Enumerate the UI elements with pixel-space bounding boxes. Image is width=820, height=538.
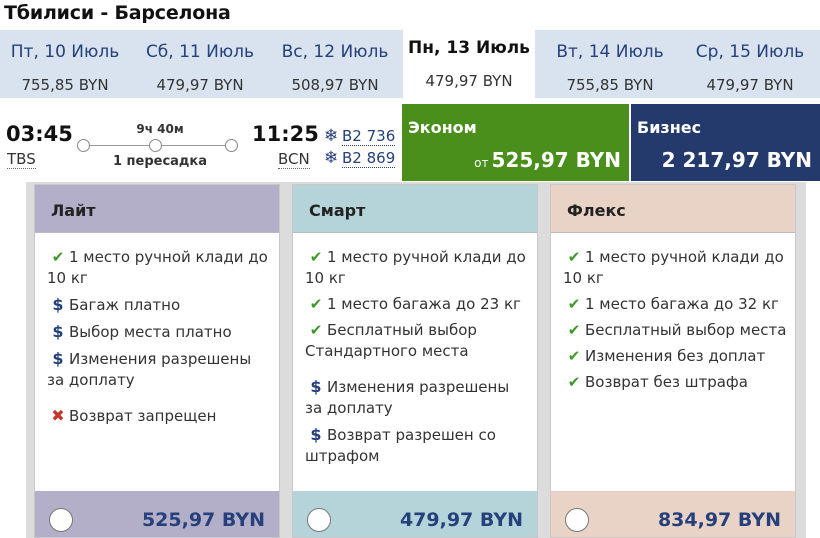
fare-card-header xyxy=(35,185,279,233)
date-price: 479,97 BYN xyxy=(156,76,244,94)
check-icon: ✔ xyxy=(567,347,581,365)
feature-text: 1 место багажа до 32 кг xyxy=(585,295,779,313)
date-tab-sat-11[interactable] xyxy=(135,30,265,98)
economy-price-value: 525,97 BYN xyxy=(491,148,621,172)
check-icon: ✔ xyxy=(51,248,65,266)
fare-name: Смарт xyxy=(309,201,366,220)
feature-text: Возврат без штрафа xyxy=(585,373,748,391)
date-price: 479,97 BYN xyxy=(425,72,513,90)
snowflake-icon: ❄ xyxy=(324,126,339,146)
feature-item xyxy=(563,247,787,289)
feature-text: 1 место ручной клади до 10 кг xyxy=(305,248,526,287)
feature-text: Изменения без доплат xyxy=(585,347,766,365)
flight-number-1[interactable] xyxy=(324,126,395,146)
snowflake-icon: ❄ xyxy=(324,148,339,168)
feature-text: 1 место багажа до 23 кг xyxy=(327,295,521,313)
dollar-icon: $ xyxy=(52,349,64,368)
arrival-time: 11:25 xyxy=(252,122,319,146)
date-tab-wed-15[interactable] xyxy=(680,30,820,98)
date-price: 508,97 BYN xyxy=(291,76,379,94)
fare-card-footer xyxy=(551,491,795,537)
feature-text: 1 место ручной клади до 10 кг xyxy=(47,248,268,287)
feature-item xyxy=(47,294,271,316)
fare-card-lite[interactable] xyxy=(34,184,280,538)
fare-price: 525,97 BYN xyxy=(141,509,265,531)
flight-number-text: B2 869 xyxy=(342,149,396,167)
business-price: 2 217,97 BYN xyxy=(661,148,812,172)
feature-item xyxy=(47,405,271,427)
check-icon: ✔ xyxy=(567,295,581,313)
class-name: Эконом xyxy=(408,118,477,137)
date-price: 755,85 BYN xyxy=(566,76,654,94)
fare-card-header xyxy=(293,185,537,233)
fare-name: Лайт xyxy=(51,201,96,220)
cross-icon: ✖ xyxy=(51,406,65,425)
feature-item xyxy=(563,320,787,341)
fare-card-header xyxy=(551,185,795,233)
check-icon: ✔ xyxy=(567,321,581,339)
date-label: Ср, 15 Июль xyxy=(695,42,805,62)
departure-time: 03:45 xyxy=(6,122,73,146)
feature-item xyxy=(47,348,271,391)
fare-price: 834,97 BYN xyxy=(657,509,781,531)
fare-features xyxy=(305,247,529,472)
feature-item xyxy=(563,294,787,315)
dollar-icon: $ xyxy=(52,295,64,314)
destination-dot xyxy=(225,139,238,152)
fare-radio[interactable] xyxy=(49,508,73,532)
feature-text: Багаж платно xyxy=(69,296,181,314)
feature-text: Возврат разрешен со штрафом xyxy=(305,426,496,465)
date-label: Вт, 14 Июль xyxy=(556,42,664,62)
check-icon: ✔ xyxy=(309,248,323,266)
flight-number-text: B2 736 xyxy=(342,127,396,145)
fare-card-smart[interactable] xyxy=(292,184,538,538)
date-tab-tue-14[interactable] xyxy=(540,30,680,98)
arrival-airport-code[interactable]: BCN xyxy=(278,150,310,168)
class-name: Бизнес xyxy=(637,118,702,137)
feature-item xyxy=(563,346,787,367)
feature-item xyxy=(305,424,529,467)
feature-item xyxy=(305,294,529,315)
feature-text: Бесплатный выбор Стандартного места xyxy=(305,321,477,360)
fare-features xyxy=(47,247,271,432)
date-tab-mon-13-selected[interactable] xyxy=(403,28,535,98)
date-price: 755,85 BYN xyxy=(21,76,109,94)
flight-number-2[interactable] xyxy=(324,148,395,168)
feature-item xyxy=(305,320,529,362)
stops-count: 1 пересадка xyxy=(112,154,208,169)
date-price: 479,97 BYN xyxy=(706,76,794,94)
feature-text: Выбор места платно xyxy=(69,323,232,341)
date-selector xyxy=(0,30,820,98)
economy-price xyxy=(474,148,621,172)
departure-airport-code[interactable]: TBS xyxy=(7,150,36,168)
feature-item xyxy=(47,247,271,289)
date-label: Пт, 10 Июль xyxy=(10,42,120,62)
origin-dot xyxy=(77,139,90,152)
check-icon: ✔ xyxy=(567,373,581,391)
check-icon: ✔ xyxy=(309,295,323,313)
check-icon: ✔ xyxy=(309,321,323,339)
feature-text: Изменения разрешены за доплату xyxy=(305,378,510,417)
check-icon: ✔ xyxy=(567,248,581,266)
fare-card-footer xyxy=(35,491,279,537)
date-tab-fri-10[interactable] xyxy=(0,30,130,98)
feature-item xyxy=(305,376,529,419)
business-class-button[interactable] xyxy=(631,104,820,181)
from-label: от xyxy=(474,156,489,170)
date-tab-sun-12[interactable] xyxy=(270,30,400,98)
dollar-icon: $ xyxy=(52,322,64,341)
flight-duration: 9ч 40м xyxy=(136,122,184,136)
feature-item xyxy=(305,247,529,289)
fare-name: Флекс xyxy=(567,201,626,220)
fare-card-footer xyxy=(293,491,537,537)
feature-text: Возврат запрещен xyxy=(69,407,217,425)
date-label: Вс, 12 Июль xyxy=(281,42,389,62)
date-label: Пн, 13 Июль xyxy=(408,38,530,58)
feature-text: 1 место ручной клади до 10 кг xyxy=(563,248,784,287)
fare-radio[interactable] xyxy=(565,508,589,532)
date-label: Сб, 11 Июль xyxy=(145,42,255,62)
feature-text: Бесплатный выбор места xyxy=(585,321,787,339)
fare-features xyxy=(563,247,787,398)
stop-dot xyxy=(149,139,162,152)
route-title: Тбилиси - Барселона xyxy=(4,2,231,24)
fare-price: 479,97 BYN xyxy=(399,509,523,531)
dollar-icon: $ xyxy=(310,377,322,396)
fare-card-flex[interactable] xyxy=(550,184,796,538)
economy-class-button[interactable] xyxy=(402,104,629,181)
feature-item xyxy=(563,372,787,393)
fare-radio[interactable] xyxy=(307,508,331,532)
feature-item xyxy=(47,321,271,343)
dollar-icon: $ xyxy=(310,425,322,444)
feature-text: Изменения разрешены за доплату xyxy=(47,350,252,389)
